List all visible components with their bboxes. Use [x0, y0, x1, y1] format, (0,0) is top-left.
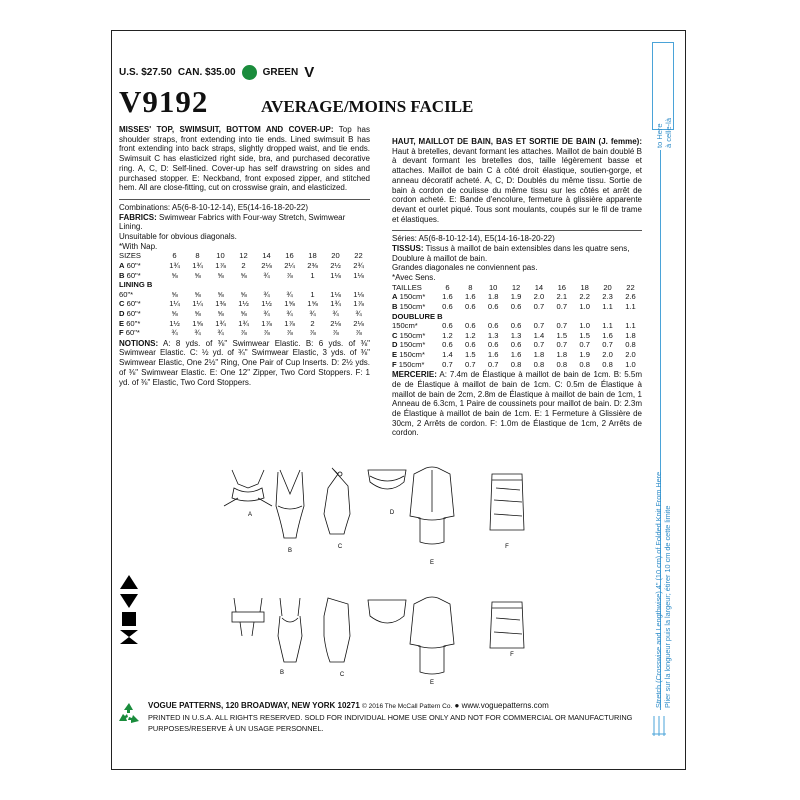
yardage-row — [392, 350, 642, 360]
view-label-f-back: F — [510, 652, 514, 658]
view-width-cell: A 60"* — [119, 261, 141, 271]
yardage-cell: 2.1 — [556, 292, 568, 302]
french-combinations: Séries: A5(6-8-10-12-14), E5(14-16-18-20-22) — [392, 234, 555, 244]
view-width-cell: F 150cm* — [392, 359, 425, 369]
view-letter: E — [119, 318, 125, 328]
yardage-cell: ⅝ — [217, 289, 224, 299]
price-us: U.S. $27.50 — [119, 67, 172, 78]
view-width-cell: B 60"* — [119, 270, 141, 280]
yardage-cell: 1⅝ — [192, 318, 203, 328]
view-letter: B — [392, 302, 398, 312]
yardage-cell: 0.8 — [625, 340, 636, 350]
yardage-cell: 0.6 — [487, 340, 499, 350]
yardage-cell: 2.3 — [602, 292, 613, 302]
english-combinations: Combinations: A5(6-8-10-12-14), E5(14-16-18-20-22) — [119, 202, 308, 212]
yardage-cell: 1¾ — [215, 318, 226, 328]
stretch-gauge-text: Stretch (Crosswise and Lengthwise) 4" (10 cm) of Folded Knit From Here Plier sur la longueur puis la largeur; étirer 10 cm de cette limite — [654, 471, 672, 708]
yardage-cell: 0.7 — [465, 359, 476, 369]
view-width-cell: C 150cm* — [392, 330, 426, 340]
view-letter: C — [392, 330, 398, 340]
yardage-cell: 1¾ — [238, 318, 249, 328]
yardage-cell: 1½ — [238, 299, 249, 309]
yardage-cell: 1 — [310, 289, 315, 299]
yardage-cell: 0.7 — [602, 340, 613, 350]
yardage-cell: 0.6 — [487, 321, 499, 331]
view-b-swimsuit-back — [278, 598, 302, 662]
view-f-skirt-front — [490, 474, 524, 530]
yardage-cell: 2½ — [330, 261, 341, 271]
divider — [392, 230, 642, 231]
size-cell: 16 — [285, 251, 294, 261]
view-width-cell: A 150cm* — [392, 292, 426, 302]
view-width-cell: C 60"* — [119, 299, 141, 309]
view-letter: A — [392, 292, 398, 302]
yardage-cell: ¾ — [263, 309, 270, 318]
yardage-cell: 1¾ — [192, 261, 203, 271]
yardage-cell: 1⅞ — [261, 318, 272, 328]
size-cell: 10 — [216, 251, 225, 261]
view-label-d: D — [389, 510, 395, 516]
size-cell: 20 — [603, 282, 612, 292]
yardage-cell: 0.7 — [533, 302, 545, 312]
yardage-cell: 1.1 — [625, 321, 636, 331]
yardage-cell: ⅝ — [194, 270, 201, 280]
yardage-cell: 2¾ — [353, 261, 364, 271]
stretch-gauge-arrow-icon — [650, 712, 672, 740]
french-unsuitable: Grandes diagonales ne conviennent pas. — [392, 263, 538, 273]
yardage-cell: ⅞ — [309, 328, 316, 338]
yardage-cell: ⅞ — [240, 328, 247, 338]
yardage-cell: 0.6 — [465, 302, 476, 312]
yardage-row — [119, 271, 370, 281]
view-label-b: B — [287, 548, 293, 554]
yardage-cell: 1½ — [169, 318, 180, 328]
yardage-cell: 0.7 — [533, 321, 545, 331]
yardage-cell: 0.6 — [442, 321, 453, 331]
size-cell: 18 — [308, 251, 317, 261]
yardage-cell: ¾ — [171, 328, 178, 338]
yardage-cell: 0.8 — [510, 359, 522, 369]
divider — [119, 199, 370, 200]
yardage-cell: 1.6 — [442, 292, 453, 302]
color-label: GREEN — [262, 67, 299, 78]
yardage-cell: ¾ — [263, 289, 270, 299]
yardage-cell: 1.5 — [579, 330, 590, 340]
view-width-cell: 150cm* — [392, 321, 418, 331]
yardage-cell: 1⅛ — [353, 289, 364, 299]
yardage-cell: 0.8 — [579, 359, 590, 369]
triangle-up-icon — [120, 575, 138, 589]
footer-rights: PRINTED IN U.S.A. ALL RIGHTS RESERVED. SOLD FOR INDIVIDUAL HOME USE ONLY AND NOT FOR COMMERCIAL OR MANUFACTURING — [148, 713, 633, 722]
yardage-cell: ⅝ — [171, 309, 178, 318]
yardage-cell: 0.8 — [556, 359, 568, 369]
yardage-cell: 1.5 — [465, 350, 476, 359]
yardage-cell: 1¾ — [169, 261, 180, 271]
yardage-cell: 0.7 — [579, 340, 590, 350]
footer-website: ● www.voguepatterns.com — [454, 701, 549, 710]
view-letter: C — [119, 299, 125, 309]
size-cell: 20 — [331, 251, 340, 261]
yardage-cell: 1⅞ — [215, 261, 226, 271]
yardage-cell: 2⅛ — [353, 318, 364, 328]
size-cell: 14 — [262, 251, 271, 261]
view-letter: E — [392, 350, 398, 359]
size-cell: 10 — [488, 282, 498, 292]
yardage-cell: 1⅝ — [284, 299, 295, 309]
yardage-cell: 1⅛ — [353, 270, 364, 280]
yardage-cell: 0.8 — [602, 359, 613, 369]
size-cell: 8 — [468, 282, 473, 292]
yardage-cell: ⅞ — [286, 328, 293, 338]
back-view-drawings — [220, 596, 550, 688]
footer-copyright: © 2016 The McCall Pattern Co. — [362, 703, 453, 710]
yardage-cell: ¾ — [355, 309, 362, 318]
yardage-cell: 1.2 — [465, 330, 476, 340]
yardage-cell: 0.7 — [556, 340, 568, 350]
yardage-cell: 1.0 — [579, 321, 590, 331]
view-width-cell: 60"* — [119, 289, 134, 299]
yardage-cell: 2⅛ — [261, 261, 272, 271]
yardage-cell: 0.6 — [510, 302, 522, 312]
yardage-cell: 1.0 — [579, 302, 590, 312]
yardage-cell: 0.7 — [556, 321, 568, 331]
size-cell: 16 — [557, 282, 567, 292]
yardage-cell: 2.0 — [533, 292, 545, 302]
recycle-icon — [116, 701, 142, 727]
french-fabrics: TISSUS: Tissus à maillot de bain extensibles dans les quatre sens, Doublure à maillot de bain. — [392, 244, 630, 263]
yardage-row — [392, 331, 642, 341]
yardage-cell: ⅞ — [286, 270, 293, 280]
view-e-coverup-back — [410, 597, 454, 674]
yardage-cell: 2.0 — [602, 350, 613, 359]
view-letter: A — [119, 261, 125, 271]
yardage-row — [392, 292, 642, 302]
view-width-cell: E 150cm* — [392, 350, 425, 359]
yardage-cell: ¾ — [309, 309, 316, 318]
yardage-cell: 1.5 — [556, 330, 568, 340]
yardage-cell: ¾ — [286, 289, 293, 299]
yardage-cell: ⅝ — [194, 289, 201, 299]
yardage-cell: 2⅛ — [330, 318, 341, 328]
yardage-cell: 1⅞ — [353, 299, 364, 309]
yardage-cell: 1.2 — [442, 330, 453, 340]
view-letter: D — [392, 340, 398, 350]
french-column — [392, 137, 642, 438]
size-cell: 22 — [626, 282, 635, 292]
yardage-cell: 2 — [310, 318, 315, 328]
yardage-cell: 1.0 — [625, 359, 636, 369]
yardage-cell: 0.8 — [533, 359, 545, 369]
yardage-cell: 1.6 — [602, 330, 613, 340]
view-letter: D — [119, 309, 125, 318]
yardage-row — [392, 321, 642, 331]
yardage-cell: 2.0 — [625, 350, 636, 359]
lining-label: DOUBLURE B — [392, 311, 443, 321]
vogue-mark: V — [304, 64, 315, 81]
stretch-gauge-tab — [652, 42, 674, 130]
yardage-cell: 1.4 — [442, 350, 453, 359]
yardage-cell: ⅝ — [194, 309, 201, 318]
yardage-cell: 0.6 — [442, 340, 453, 350]
view-c-swimsuit-front — [324, 468, 350, 534]
yardage-cell: 1.8 — [533, 350, 545, 359]
yardage-cell: 2⅜ — [307, 261, 318, 271]
french-notions: MERCERIE: A: 7.4m de Élastique à maillot de bain de 1cm. B: 5.5m de de Élastique à maillot de bain de 1cm. C: 0.5m de Élastique à maillot de bain de 2cm, 2.8m de Élastique à maillot de bain de 1cm, 1 Anneau de 6.3cm, 1 Paire de coussinets pour maillot de bain. D: 2.3m de Élastique à maillot de bain de 1cm. E: 1 Fermeture à Glissière de 30cm, 2 Arrêts de cordon. F: 1.0m de Élastique de 1cm, 2 Arrêts de cordon. — [392, 370, 642, 438]
view-width-cell: E 60"* — [119, 318, 141, 328]
yardage-row — [119, 328, 370, 338]
yardage-cell: ¾ — [217, 328, 224, 338]
yardage-cell: 2.6 — [625, 292, 636, 302]
view-label-c-back: C — [339, 672, 345, 678]
yardage-cell: 0.6 — [465, 321, 476, 331]
view-label-e: E — [429, 560, 435, 566]
view-width-cell: F 60"* — [119, 328, 140, 338]
price-can: CAN. $35.00 — [177, 67, 236, 78]
yardage-cell: 0.6 — [510, 340, 522, 350]
yardage-cell: ⅞ — [332, 328, 339, 338]
yardage-cell: 0.7 — [556, 302, 568, 312]
size-cell: 6 — [172, 251, 177, 261]
yardage-row — [392, 360, 642, 370]
yardage-cell: 1.3 — [510, 330, 522, 340]
yardage-cell: 1.3 — [487, 330, 499, 340]
yardage-cell: 0.6 — [465, 340, 476, 350]
yardage-cell: 1⅝ — [307, 299, 318, 309]
yardage-cell: ⅝ — [217, 309, 224, 318]
view-label-b-back: B — [279, 670, 285, 676]
view-a-top-back — [232, 598, 264, 636]
yardage-cell: 1.1 — [602, 321, 613, 331]
lining-header-row — [119, 280, 370, 290]
pattern-symbols — [118, 573, 140, 645]
yardage-cell: ⅞ — [263, 328, 270, 338]
yardage-row — [392, 302, 642, 312]
size-cell: 8 — [195, 251, 200, 261]
yardage-cell: ⅝ — [171, 289, 178, 299]
yardage-cell: 1.6 — [487, 350, 499, 359]
view-a-top-front — [224, 470, 272, 506]
yardage-row — [392, 340, 642, 350]
yardage-cell: 1¾ — [330, 299, 341, 309]
view-label-a: A — [247, 512, 253, 518]
size-cell: 12 — [511, 282, 521, 292]
yardage-cell: ⅝ — [240, 309, 247, 318]
yardage-cell: 0.6 — [442, 302, 453, 312]
yardage-cell: ¾ — [332, 309, 339, 318]
yardage-cell: 2 — [241, 261, 246, 271]
yardage-cell: ⅝ — [171, 270, 178, 280]
yardage-cell: ¾ — [194, 328, 201, 338]
english-column — [119, 125, 370, 387]
yardage-cell: ¾ — [263, 270, 270, 280]
yardage-cell: 1¼ — [169, 299, 180, 309]
english-yardage-table — [119, 251, 370, 337]
view-c-swimsuit-back — [324, 598, 350, 662]
french-nap: *Avec Sens. — [392, 273, 436, 283]
size-cell: 18 — [580, 282, 589, 292]
lining-label: LINING B — [119, 280, 153, 290]
footer-reserve: PURPOSES/RESERVE À UN USAGE PERSONNEL. — [148, 724, 324, 733]
yardage-row — [119, 319, 370, 329]
english-description: MISSES' TOP, SWIMSUIT, BOTTOM AND COVER-UP: Top has shoulder straps, front extending into tie ends. Lined swimsuit B has front extending into back straps, slightly dropped waist, and tie ends. Swimsuit C has elasticized right side, bra, and purchased decorative ring. A, C, D: Self-lined. Cover-up has self drawstring on sides and purchased stopper. E: Neckband, front exposed zipper, and stitched hem. All are close-fitting, cut on crosswise grain, and elasticized. — [119, 125, 370, 193]
yardage-cell: 2.2 — [579, 292, 590, 302]
view-letter: F — [119, 328, 124, 338]
yardage-cell: 1⅞ — [284, 318, 295, 328]
hourglass-icon — [120, 630, 138, 644]
yardage-row — [119, 290, 370, 300]
yardage-cell: 1½ — [261, 299, 272, 309]
yardage-cell: 0.6 — [487, 302, 499, 312]
french-yardage-table — [392, 283, 642, 369]
yardage-cell: ⅝ — [240, 289, 247, 299]
lining-header-row — [392, 312, 642, 322]
yardage-cell: 1.6 — [510, 350, 522, 359]
yardage-cell: 1.8 — [625, 330, 636, 340]
yardage-cell: 0.6 — [510, 321, 522, 331]
size-header-row — [392, 283, 642, 293]
yardage-cell: 1.8 — [487, 292, 499, 302]
sizes-label: TAILLES — [392, 282, 422, 292]
footer — [148, 700, 648, 734]
pattern-number: V9192 — [119, 84, 209, 119]
square-icon — [122, 612, 136, 626]
yardage-cell: 1⅛ — [330, 289, 341, 299]
price-line — [119, 64, 314, 81]
yardage-cell: 1.6 — [465, 292, 476, 302]
yardage-cell: ¾ — [286, 309, 293, 318]
english-nap: *With Nap. — [119, 241, 158, 251]
view-width-cell: B 150cm* — [392, 302, 426, 312]
yardage-cell: 1⅜ — [215, 299, 226, 309]
yardage-cell: ⅝ — [240, 270, 247, 280]
stretch-tab-label: to Here à celle-là — [655, 117, 673, 148]
yardage-cell: 1.9 — [579, 350, 590, 359]
yardage-row — [119, 261, 370, 271]
french-description: HAUT, MAILLOT DE BAIN, BAS ET SORTIE DE BAIN (J. femme): Haut à bretelles, devant formant les attaches. Maillot de bain doublé B à devant formant les bretelles dos, taille légèrement basse et attaches. Maillot de bain C à côté droit élastique, soutien-gorge, et anneau décoratif acheté. A, C, D: Doublés du même tissu. Sortie de bain à cordon de coulisse du même tissu sur les côtés et arrêt de cordon acheté. E: Bande d'encolure, fermeture à glissière apparente devant et ourlet piqué. Tous sont moulants, coupés sur le fil de trame et élastiques. — [392, 137, 642, 224]
view-width-cell: D 150cm* — [392, 340, 426, 350]
front-view-drawings — [220, 466, 550, 572]
size-header-row — [119, 251, 370, 261]
size-cell: 22 — [354, 251, 363, 261]
triangle-down-icon — [120, 594, 138, 608]
view-label-f: F — [505, 544, 509, 550]
yardage-cell: 0.7 — [533, 340, 545, 350]
view-d-bottom-back — [368, 600, 406, 623]
view-label-c: C — [337, 544, 343, 550]
yardage-cell: 1.8 — [556, 350, 568, 359]
yardage-cell: ⅝ — [217, 270, 224, 280]
english-unsuitable: Unsuitable for obvious diagonals. — [119, 232, 237, 242]
view-width-cell: D 60"* — [119, 309, 141, 318]
yardage-cell: 1.9 — [510, 292, 522, 302]
size-cell: 14 — [534, 282, 544, 292]
color-dot-icon — [242, 65, 257, 80]
view-d-bottom-front — [368, 470, 406, 489]
view-e-coverup-front — [410, 467, 454, 544]
yardage-row — [119, 299, 370, 309]
view-b-swimsuit-front — [276, 470, 304, 538]
view-f-skirt-back — [490, 602, 524, 648]
yardage-cell: ⅞ — [355, 328, 362, 338]
sizes-label: SIZES — [119, 251, 141, 261]
view-label-e-back: E — [429, 680, 435, 686]
yardage-cell: 1.1 — [625, 302, 636, 312]
view-letter: B — [119, 270, 125, 280]
yardage-cell: 1 — [310, 270, 315, 280]
yardage-cell: 1¼ — [192, 299, 203, 309]
english-fabrics: FABRICS: Swimwear Fabrics with Four-way Stretch, Swimwear Lining. — [119, 212, 346, 232]
yardage-cell: 0.7 — [487, 359, 499, 369]
size-cell: 12 — [239, 251, 248, 261]
footer-company: VOGUE PATTERNS, 120 BROADWAY, NEW YORK 10271 — [148, 701, 360, 710]
yardage-cell: 1.1 — [602, 302, 613, 312]
yardage-cell: 1⅛ — [330, 270, 341, 280]
view-letter: F — [392, 359, 397, 369]
yardage-cell: 2¼ — [284, 261, 295, 271]
yardage-cell: 1.4 — [533, 330, 545, 340]
difficulty-label: AVERAGE/MOINS FACILE — [261, 97, 474, 116]
english-notions: NOTIONS: A: 8 yds. of ⅜" Swimwear Elastic. B: 6 yds. of ⅜" Swimwear Elastic. C: ½ yd. of ¾" Swimwear Elastic, 3 yds. of ⅜" Swimwear Elastic, One 2½" Ring, One Pair of Cup Inserts. D: 2½ yds. of ⅜" Swimwear Elastic. E: One 12" Zipper, Two Cord Stoppers. F: 1 yd. of ⅜" Elastic, Two Cord Stoppers. — [119, 338, 371, 387]
size-cell: 6 — [445, 282, 450, 292]
yardage-row — [119, 309, 370, 319]
yardage-cell: 0.7 — [442, 359, 453, 369]
